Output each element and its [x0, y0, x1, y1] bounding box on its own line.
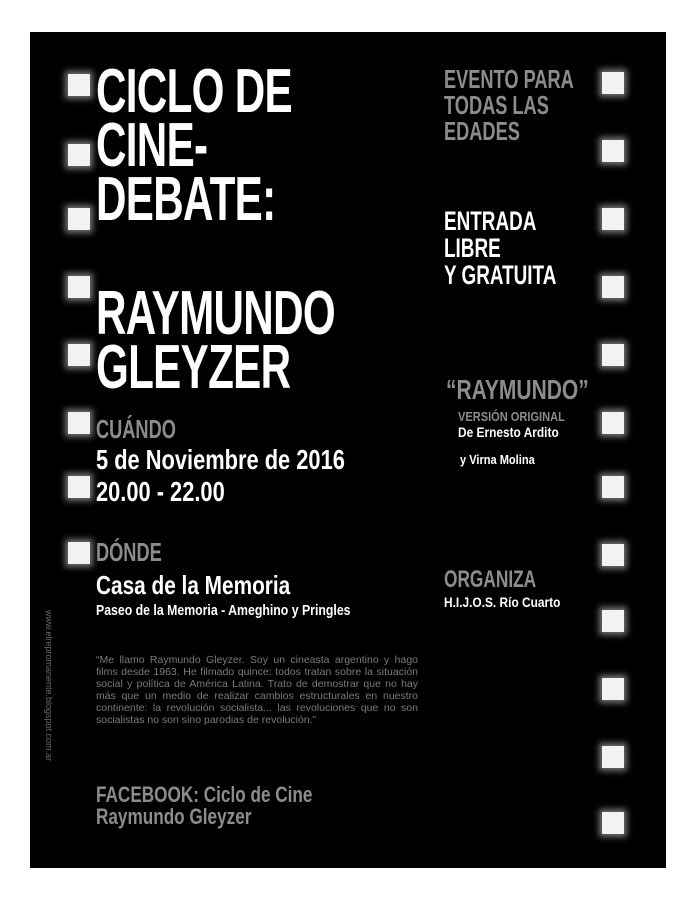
facebook-info	[96, 784, 312, 828]
organizer-label: ORGANIZA	[444, 566, 537, 593]
facebook-label: FACEBOOK:	[96, 782, 199, 807]
title-line: CINE-	[96, 111, 208, 180]
director-line: GLEYZER	[96, 333, 291, 402]
sprocket-hole-left	[68, 208, 90, 230]
entry-line: LIBRE	[444, 233, 501, 263]
when-label: CUÁNDO	[96, 414, 176, 444]
organizer-name: H.I.J.O.S. Río Cuarto	[444, 594, 561, 610]
vertical-url-text	[44, 610, 56, 840]
sprocket-hole-left	[68, 412, 90, 434]
venue-address: Paseo de la Memoria - Ameghino y Pringles	[96, 602, 351, 619]
sprocket-hole-right	[602, 344, 624, 366]
title-line: CICLO DE	[96, 57, 292, 126]
sprocket-hole-left	[68, 344, 90, 366]
sprocket-hole-right	[602, 678, 624, 700]
sprocket-hole-right	[602, 544, 624, 566]
film-version: VERSIÓN ORIGINAL	[458, 409, 565, 424]
entry-info	[444, 208, 556, 289]
venue-name: Casa de la Memoria	[96, 570, 291, 600]
director-quote: “Me llamo Raymundo Gleyzer. Soy un cineasta argentino y hago films desde 1963. He filmado quince: todos tratan sobre la situación social y política de América Latina. Trato de demostrar que no hay más que un medio de realizar cambios estructurales en nuestro continente: la revolución socialista... las revoluciones que no son socialistas no son sino parodias de revolución.”	[96, 654, 418, 726]
sprocket-hole-right	[602, 276, 624, 298]
entry-line: ENTRADA	[444, 206, 537, 236]
audience-line: EVENTO PARA	[444, 64, 574, 94]
title-line: DEBATE:	[96, 165, 276, 234]
audience-line: TODAS LAS	[444, 90, 549, 120]
audience-line: EDADES	[444, 116, 520, 146]
sprocket-hole-right	[602, 72, 624, 94]
facebook-value-line1: Ciclo de Cine	[203, 782, 313, 807]
director-name	[96, 279, 335, 402]
event-audience	[444, 66, 574, 144]
director-line: RAYMUNDO	[96, 279, 335, 348]
film-strip-poster	[30, 32, 666, 868]
entry-line: Y GRATUITA	[444, 260, 557, 290]
film-credit-line1: De Ernesto Ardito	[458, 424, 559, 440]
sprocket-hole-left	[68, 74, 90, 96]
poster-title	[96, 57, 292, 234]
event-date: 5 de Noviembre de 2016	[96, 444, 345, 475]
event-time: 20.00 - 22.00	[96, 476, 225, 507]
sprocket-hole-left	[68, 542, 90, 564]
sprocket-hole-right	[602, 140, 624, 162]
sprocket-hole-left	[68, 276, 90, 298]
sprocket-hole-right	[602, 208, 624, 230]
facebook-value-line2: Raymundo Gleyzer	[96, 804, 252, 829]
sprocket-hole-left	[68, 476, 90, 498]
sprocket-hole-right	[602, 476, 624, 498]
where-label: DÓNDE	[96, 537, 162, 567]
sprocket-hole-right	[602, 412, 624, 434]
sprocket-hole-right	[602, 610, 624, 632]
sprocket-hole-right	[602, 746, 624, 768]
film-title: “RAYMUNDO”	[446, 374, 589, 405]
sprocket-hole-right	[602, 812, 624, 834]
sprocket-hole-left	[68, 144, 90, 166]
vertical-url-label: www.elrepromanente.blogspot.com.ar	[44, 610, 54, 762]
film-credit-line2: y Virna Molina	[460, 452, 535, 467]
